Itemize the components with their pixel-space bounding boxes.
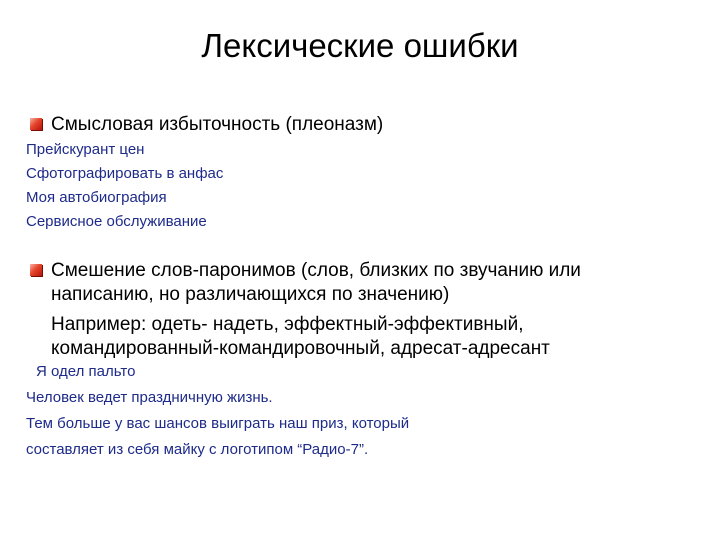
paronyms-note: Например: одеть- надеть, эффектный-эффективный, командированный-командировочный, адресат-адресант [51, 314, 550, 359]
example-item: Я одел пальто [36, 363, 136, 380]
examples-list-pleonasm [26, 140, 223, 236]
square-bullet-icon [30, 118, 42, 130]
example-item: Моя автобиография [26, 189, 167, 206]
example-item: Тем больше у вас шансов выиграть наш приз, который [26, 415, 410, 432]
bullet-pleonasm [30, 113, 383, 137]
example-item: Сфотографировать в анфас [26, 165, 224, 182]
examples-list-paronyms [26, 362, 409, 466]
example-item: Прейскурант цен [26, 141, 145, 158]
bullet-heading: Смысловая избыточность (плеоназм) [51, 114, 384, 135]
slide-title: Лексические ошибки [201, 27, 519, 64]
bullet-paronyms [30, 259, 670, 307]
bullet-heading: Смешение слов-паронимов (слов, близких по звучанию или написанию, но различающихся по значению) [51, 260, 581, 305]
example-item: составляет из себя майку с логотипом “Радио-7”. [26, 441, 369, 458]
example-item: Сервисное обслуживание [26, 213, 207, 230]
example-item: Человек ведет праздничную жизнь. [26, 389, 273, 406]
square-bullet-icon [30, 264, 42, 276]
